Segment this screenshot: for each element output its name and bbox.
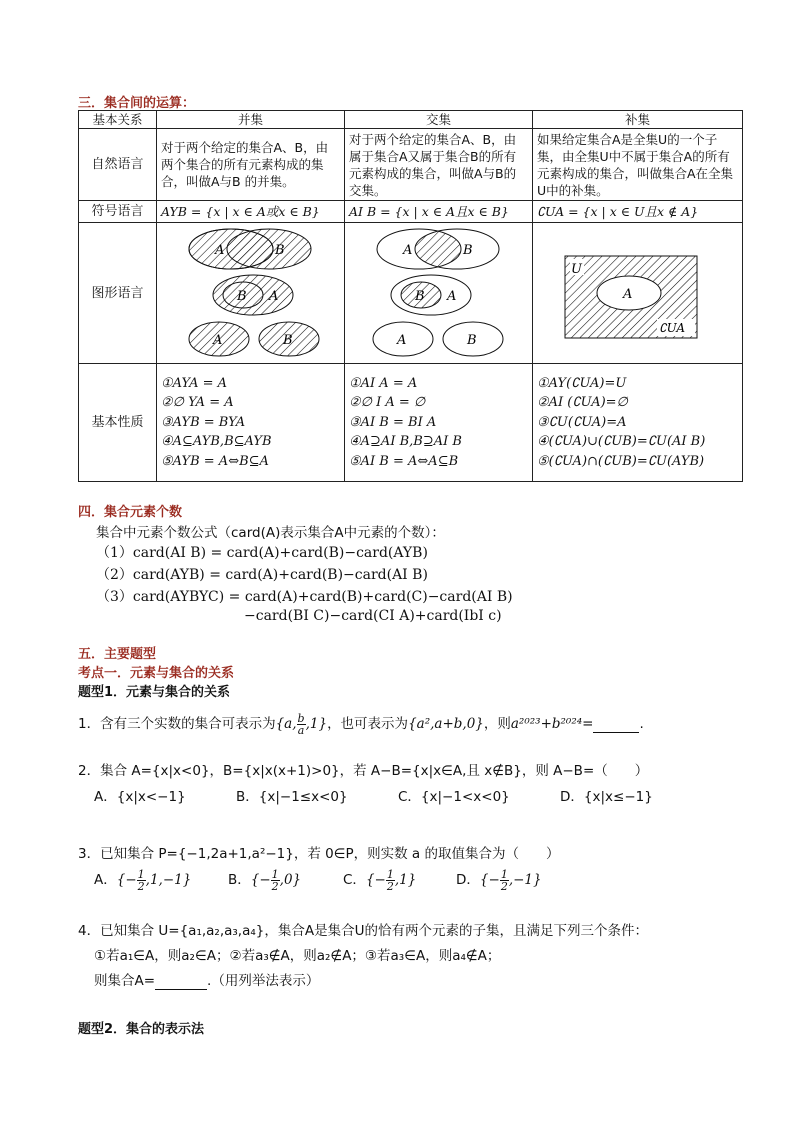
- question-number: 4．: [78, 923, 101, 939]
- property-item: ①AYA = A: [161, 375, 228, 391]
- q1-expression: a²⁰²³+b²⁰²⁴=: [510, 716, 594, 732]
- label-a: A: [269, 289, 279, 304]
- q1-fraction: [297, 713, 306, 736]
- property-item: ②AI (∁UA)=∅: [537, 395, 628, 411]
- table-row-natural: [79, 129, 743, 201]
- q1-set-end: ,1}: [305, 716, 328, 732]
- question-number: 1．: [78, 716, 101, 732]
- label-b: B: [415, 289, 425, 304]
- label-a: A: [397, 333, 407, 348]
- option-label: D．: [456, 872, 480, 888]
- question-4: [78, 919, 648, 939]
- property-item: ③AYB = BYA: [161, 414, 246, 430]
- option-fraction: [271, 869, 280, 892]
- option-set-start: {−: [365, 872, 386, 888]
- question-3: [78, 842, 559, 862]
- exam-point-1: 考点一．元素与集合的关系: [78, 666, 235, 681]
- complement-venn-diagram: [533, 223, 743, 359]
- label-b: B: [283, 333, 293, 348]
- label-a: A: [213, 333, 223, 348]
- set-b-shape: [227, 229, 311, 269]
- q3-option-b: [228, 868, 301, 892]
- label-a: A: [403, 243, 413, 258]
- row-label: 自然语言: [79, 129, 157, 201]
- q1-set-2: {a²,a+b,0}: [408, 716, 484, 732]
- answer-blank: [593, 716, 639, 733]
- property-item: ⑤AYB = A⇔B⊆A: [161, 453, 269, 469]
- label-u: U: [571, 262, 582, 277]
- section-heading-main-types: 五．主要题型: [78, 647, 157, 662]
- row-label: 图形语言: [79, 223, 157, 364]
- question-number: 2．: [78, 763, 101, 779]
- q2-option-c: C．{x|−1<x<0}: [398, 789, 510, 805]
- row-label: 基本性质: [79, 364, 157, 482]
- header-cell: 基本关系: [79, 111, 157, 129]
- header-cell: 交集: [345, 111, 533, 129]
- q1-text-2: ，也可表示为: [327, 716, 409, 732]
- q2-text: 集合 A={x|x<0}，B={x|x(x+1)>0}，若 A−B={x|x∈A,且 x∉B}，则 A−B=（ ）: [100, 763, 649, 779]
- union-diagrams: [157, 223, 345, 364]
- label-b: B: [463, 243, 473, 258]
- properties-intersection: [345, 364, 533, 482]
- q1-end: .: [639, 716, 644, 732]
- option-set-start: {−: [116, 872, 137, 888]
- intersection-venn-diagram: [345, 223, 533, 359]
- fraction-denominator: 2: [137, 879, 145, 893]
- option-label: B．: [228, 872, 251, 888]
- q2-option-b: B．{x|−1≤x<0}: [236, 789, 348, 805]
- label-b: B: [275, 243, 285, 258]
- answer-blank: [155, 973, 207, 990]
- q3-option-c: [343, 868, 416, 892]
- fraction-numerator: 1: [386, 867, 394, 881]
- fraction-denominator: 2: [500, 879, 508, 893]
- label-a: A: [215, 243, 225, 258]
- property-item: ④A⊆AYB,B⊆AYB: [161, 434, 272, 450]
- symbolic-intersection: AI B = {x | x ∈ A且x ∈ B}: [345, 201, 533, 223]
- q3-text: 已知集合 P={−1,2a+1,a²−1}，若 0∈P，则实数 a 的取值集合为（ ）: [100, 846, 560, 862]
- label-complement-a: ∁UA: [659, 321, 686, 335]
- question-type-2: 题型2．集合的表示法: [78, 1022, 205, 1037]
- section-heading-element-count: 四．集合元素个数: [78, 505, 183, 520]
- property-item: ④(∁UA)∪(∁UB)=∁U(AI B): [537, 434, 706, 450]
- option-fraction: [137, 869, 146, 892]
- symbolic-complement: ∁UA = {x | x ∈ U且x ∉ A}: [533, 201, 743, 223]
- q1-text-1: 含有三个实数的集合可表示为: [100, 716, 276, 732]
- option-fraction: [386, 869, 395, 892]
- option-label: C．: [343, 872, 366, 888]
- label-a: A: [447, 289, 457, 304]
- option-set-end: ,0}: [279, 872, 302, 888]
- count-formula-intro: 集合中元素个数公式（card(A)表示集合A中元素的个数）：: [96, 525, 445, 541]
- q1-text-3: ，则: [483, 716, 511, 732]
- property-item: ③∁U(∁UA)=A: [537, 414, 627, 430]
- symbolic-union: AYB = {x | x ∈ A或x ∈ B}: [157, 201, 345, 223]
- question-1: [78, 712, 644, 736]
- option-label: A．: [94, 872, 117, 888]
- option-set-start: {−: [479, 872, 500, 888]
- set-operations-table: [78, 110, 743, 482]
- superset-a-shape: [213, 275, 293, 315]
- table-row-diagrams: [79, 223, 743, 364]
- fraction-numerator: b: [297, 711, 305, 725]
- count-formula-2: （2）card(AYB) = card(A)+card(B)−card(AI B): [96, 567, 428, 583]
- label-b: B: [237, 289, 247, 304]
- property-item: ③AI B = BI A: [349, 414, 437, 430]
- union-venn-diagram: [157, 223, 345, 359]
- fraction-numerator: 1: [271, 867, 279, 881]
- fraction-numerator: 1: [500, 867, 508, 881]
- question-number: 3．: [78, 846, 101, 862]
- option-set-end: ,1}: [394, 872, 417, 888]
- property-item: ④A⊇AI B,B⊇AI B: [349, 434, 462, 450]
- option-set-end: ,−1}: [508, 872, 542, 888]
- intersection-diagrams: [345, 223, 533, 364]
- q4-line-3-end: .（用列举法表示）: [207, 973, 320, 989]
- q3-option-d: [456, 868, 542, 892]
- row-label: 符号语言: [79, 201, 157, 223]
- q2-option-d: D．{x|x≤−1}: [560, 789, 653, 805]
- natural-intersection: 对于两个给定的集合A、B，由属于集合A又属于集合B的所有元素构成的集合，叫做A与B的交集。: [345, 129, 533, 201]
- q2-option-a: A．{x|x<−1}: [94, 789, 186, 805]
- label-a: A: [623, 287, 633, 302]
- section-heading-operations: 三．集合间的运算：: [78, 96, 196, 111]
- count-formula-1: （1）card(AI B) = card(A)+card(B)−card(AYB): [96, 545, 428, 561]
- header-cell: 补集: [533, 111, 743, 129]
- option-set-end: ,1,−1}: [145, 872, 192, 888]
- property-item: ②∅ YA = A: [161, 395, 234, 411]
- q4-line-2: ①若a₁∈A，则a₂∈A；②若a₃∉A，则a₂∉A；③若a₃∈A，则a₄∉A；: [94, 948, 501, 964]
- q4-line-3: [94, 969, 319, 990]
- property-item: ①AI A = A: [349, 375, 418, 391]
- header-cell: 并集: [157, 111, 345, 129]
- complement-diagram-cell: [533, 223, 743, 364]
- fraction-denominator: a: [297, 723, 305, 737]
- property-item: ②∅ I A = ∅: [349, 395, 426, 411]
- fraction-denominator: 2: [271, 879, 279, 893]
- q4-line-1: 已知集合 U={a₁,a₂,a₃,a₄}，集合A是集合U的恰有两个元素的子集，且满足下列三个条件：: [100, 923, 648, 939]
- properties-union: [157, 364, 345, 482]
- q3-option-a: [94, 868, 191, 892]
- option-set-start: {−: [250, 872, 271, 888]
- natural-complement: 如果给定集合A是全集U的一个子集，由全集U中不属于集合A的所有元素构成的集合，叫做集合A在全集U中的补集。: [533, 129, 743, 201]
- property-item: ①AY(∁UA)=U: [537, 375, 627, 391]
- properties-complement: [533, 364, 743, 482]
- q4-line-3-start: 则集合A=: [94, 973, 156, 989]
- natural-union: 对于两个给定的集合A、B，由两个集合的所有元素构成的集合，叫做A与B 的并集。: [157, 129, 345, 201]
- q1-set-start: {a,: [275, 716, 297, 732]
- property-item: ⑤AI B = A⇔A⊆B: [349, 453, 459, 469]
- table-row-symbolic: [79, 201, 743, 223]
- table-row-properties: [79, 364, 743, 482]
- property-item: ⑤(∁UA)∩(∁UB)=∁U(AYB): [537, 453, 705, 469]
- count-formula-3-continued: −card(BI C)−card(CI A)+card(IbI c): [244, 608, 502, 624]
- fraction-numerator: 1: [137, 867, 145, 881]
- question-type-1: 题型1．元素与集合的关系: [78, 685, 231, 700]
- question-2: [78, 759, 648, 779]
- option-fraction: [500, 869, 509, 892]
- fraction-denominator: 2: [386, 879, 394, 893]
- table-header-row: [79, 111, 743, 129]
- label-b: B: [467, 333, 477, 348]
- count-formula-3: （3）card(AYBYC) = card(A)+card(B)+card(C)−card(AI B): [96, 589, 513, 605]
